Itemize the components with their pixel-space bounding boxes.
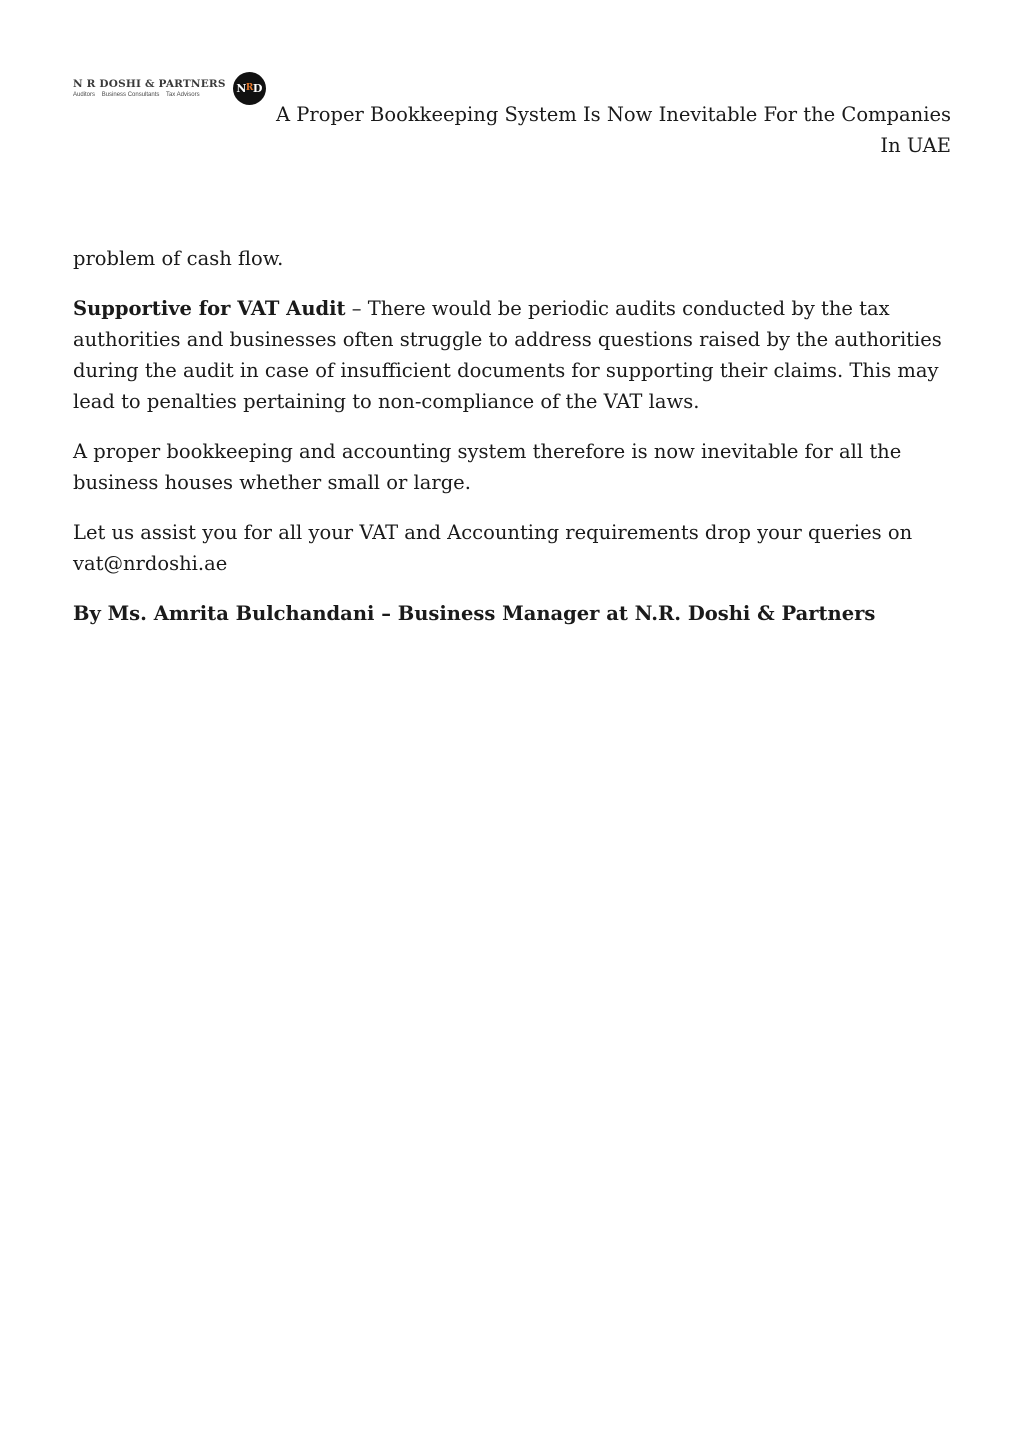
paragraph-vat-audit bbox=[73, 293, 953, 417]
paragraph-cash-flow: problem of cash flow. bbox=[73, 247, 284, 270]
company-logo[interactable] bbox=[73, 72, 266, 105]
article-body bbox=[73, 243, 953, 648]
logo-badge-d: D bbox=[252, 82, 262, 95]
logo-tagline-item: Tax Advisors bbox=[165, 92, 200, 98]
logo-badge-n: N bbox=[236, 82, 246, 95]
logo-badge-r: R bbox=[245, 82, 253, 93]
logo-company-name: N R DOSHI & PARTNERS bbox=[73, 78, 226, 90]
vat-audit-heading: Supportive for VAT Audit bbox=[73, 297, 346, 320]
paragraph-conclusion: A proper bookkeeping and accounting system therefore is now inevitable for all the business houses whether small or large. bbox=[73, 440, 902, 494]
logo-tagline-item: Business Consultants bbox=[101, 92, 160, 98]
logo-text bbox=[73, 78, 226, 99]
author-byline: By Ms. Amrita Bulchandani – Business Manager at N.R. Doshi & Partners bbox=[73, 602, 876, 625]
logo-tagline bbox=[73, 91, 226, 99]
logo-tagline-item: Auditors bbox=[73, 92, 96, 98]
email-link[interactable]: vat@nrdoshi.ae bbox=[73, 552, 228, 575]
paragraph-contact bbox=[73, 517, 953, 579]
contact-text: Let us assist you for all your VAT and Accounting requirements drop your queries on bbox=[73, 521, 913, 544]
vat-audit-text: – There would be periodic audits conducted by the tax authorities and businesses often struggle to address questions raised by the authorities during the audit in case of insufficient documents for supporting their claims. This may lead to penalties pertaining to non-compliance of the VAT laws. bbox=[73, 297, 942, 413]
document-title: A Proper Bookkeeping System Is Now Inevitable For the Companies In UAE bbox=[276, 103, 951, 157]
page-header bbox=[0, 0, 1024, 180]
